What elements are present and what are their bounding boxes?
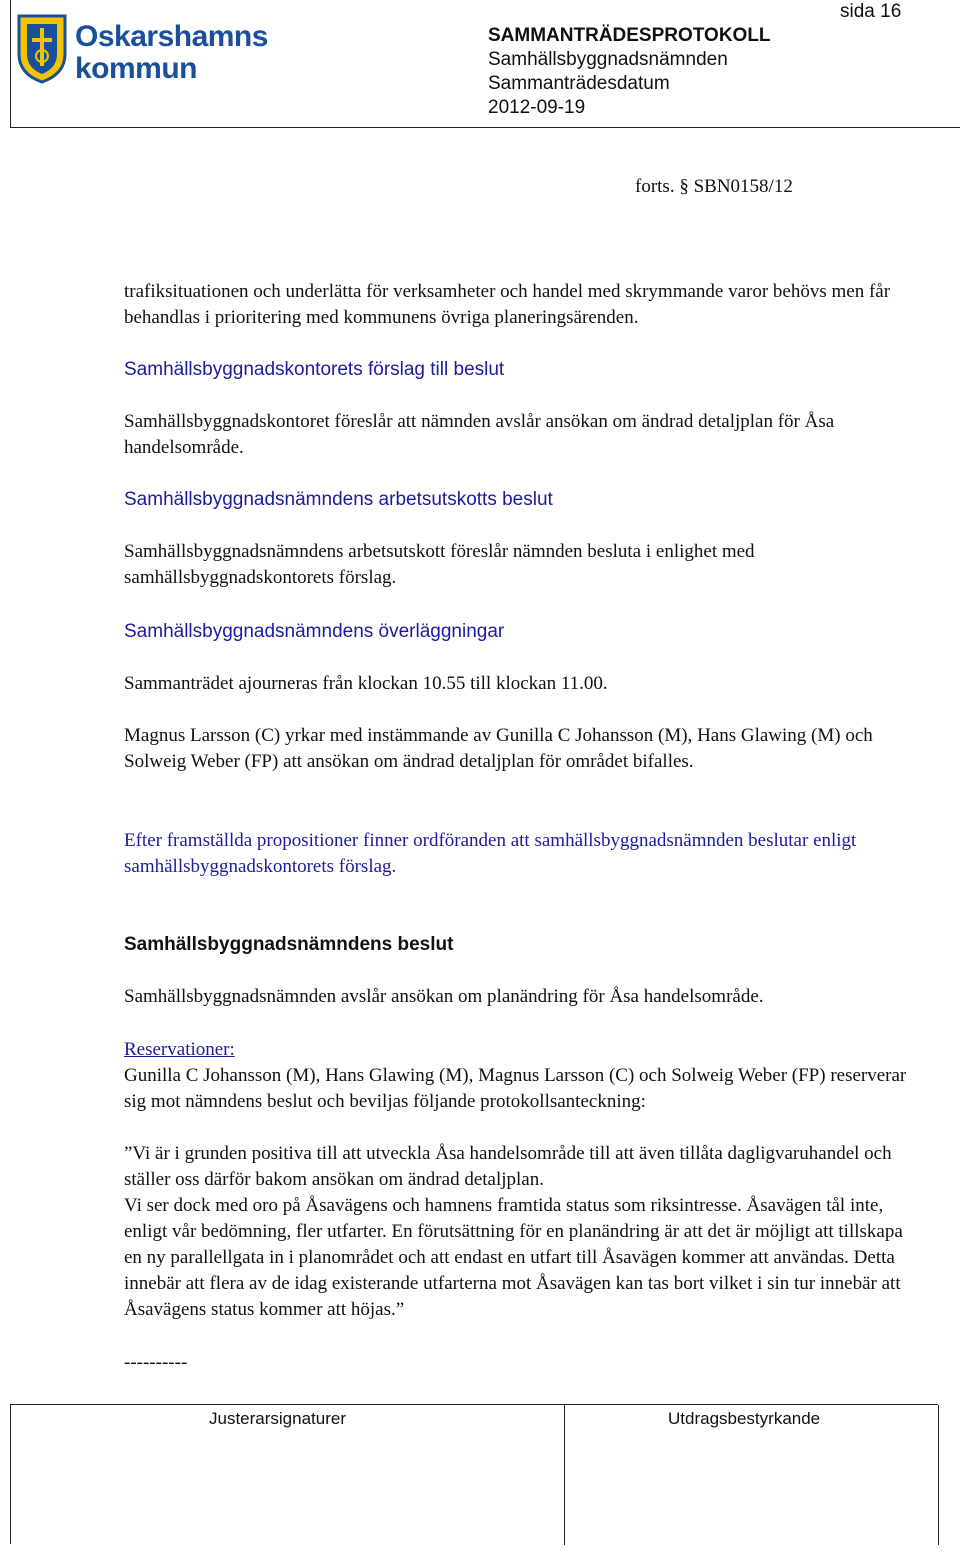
paragraph: Sammanträdet ajourneras från klockan 10.55 till klockan 11.00. (124, 673, 608, 694)
signature-footer (10, 1404, 938, 1545)
paragraph: Efter framställda propositioner finner ordföranden att samhällsbyggnadsnämnden beslutar enligt samhällsbyggnadskontorets förslag. (124, 830, 857, 877)
document-title: SAMMANTRÄDESPROTOKOLL (488, 25, 771, 46)
left-rule (10, 0, 11, 128)
date-label: Sammanträdesdatum (488, 73, 670, 94)
signature-label: Justerarsignaturer (209, 1409, 347, 1428)
paragraph: Samhällsbyggnadskontoret föreslår att nämnden avslår ansökan om ändrad detaljplan för Åsa handelsområde. (124, 411, 835, 458)
quote-paragraph: ”Vi är i grunden positiva till att utveckla Åsa handelsområde till att även tillåta dagligvaruhandel och ställer oss därför bakom ansökan om ändrad detaljplan. (124, 1143, 892, 1190)
paragraph: Samhällsbyggnadsnämnden avslår ansökan om planändring för Åsa handelsområde. (124, 986, 764, 1007)
coat-of-arms-icon (15, 14, 69, 84)
section-heading: Samhällsbyggnadsnämndens arbetsutskotts beslut (124, 489, 553, 510)
quote-paragraph: Vi ser dock med oro på Åsavägens och hamnens framtida status som riksintresse. Åsavägen tål inte, enligt vår bedömning, fler utfarter. En förutsättning för en planändring är att det är möjligt att tillskapa en ny parallellgata in i planområdet och att endast en utfart till Åsavägen kommer att användas. Detta innebär att flera av de idag existerande utfarterna mot Åsavägen kan tas bort vilket i sin tur innebär att Åsavägens status kommer att höjas.” (124, 1195, 903, 1320)
decision-heading: Samhällsbyggnadsnämndens beslut (124, 934, 454, 955)
page-number: sida 16 (840, 1, 902, 22)
document-header (488, 24, 771, 120)
extract-label: Utdragsbestyrkande (668, 1409, 821, 1428)
paragraph: trafiksituationen och underlätta för verksamheter och handel med skrymmande varor behövs men får behandlas i prioritering med kommunens övriga planeringsärenden. (124, 281, 891, 328)
section-heading: Samhällsbyggnadsnämndens överläggningar (124, 621, 505, 642)
reservations-heading: Reservationer: (124, 1039, 235, 1060)
paragraph: Gunilla C Johansson (M), Hans Glawing (M), Magnus Larsson (C) och Solweig Weber (FP) reserverar sig mot nämndens beslut och beviljas följande protokollsanteckning: (124, 1065, 907, 1112)
logo-line-1: Oskarshamns (75, 20, 268, 53)
paragraph: Magnus Larsson (C) yrkar med instämmande av Gunilla C Johansson (M), Hans Glawing (M) och Solweig Weber (FP) att ansökan om ändrad detaljplan för området bifalles. (124, 725, 873, 772)
meeting-date: 2012-09-19 (488, 97, 586, 118)
section-heading: Samhällsbyggnadskontorets förslag till beslut (124, 359, 505, 380)
logo-line-2: kommun (75, 52, 198, 85)
committee-name: Samhällsbyggnadsnämnden (488, 49, 728, 70)
header-rule (10, 127, 960, 128)
footer-right-rule (938, 1405, 939, 1545)
footer-divider (564, 1405, 565, 1545)
dash-separator: ---------- (124, 1352, 188, 1373)
paragraph: Samhällsbyggnadsnämndens arbetsutskott föreslår nämnden besluta i enlighet med samhällsbyggnadskontorets förslag. (124, 541, 755, 588)
municipality-logo (15, 14, 268, 86)
section-reference: forts. § SBN0158/12 (635, 176, 793, 197)
